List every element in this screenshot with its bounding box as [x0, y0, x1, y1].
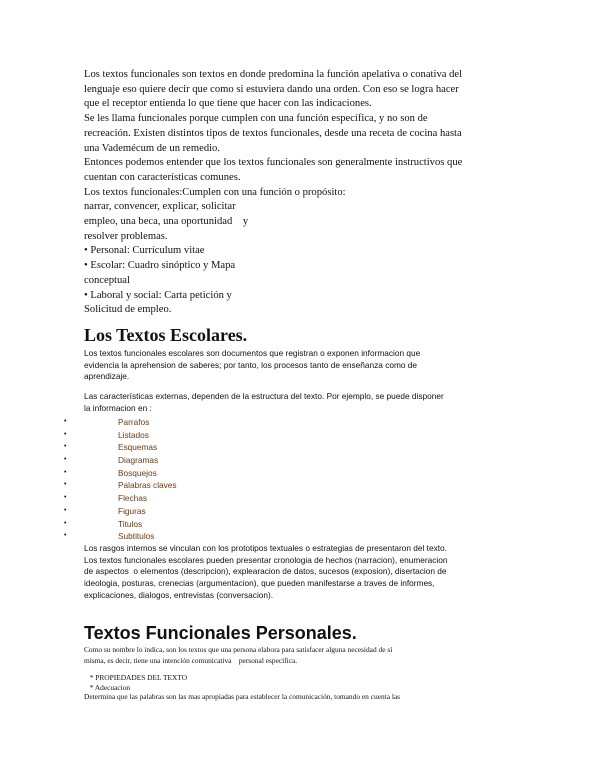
text-line: misma, es decir, tiene una intención comunicativa personal específica. [84, 656, 298, 665]
personales-paragraph-2 [86, 673, 526, 702]
bullet-icon: • [64, 430, 67, 438]
text-line: explicaciones, dialogos, entrevistas (conversacion). [84, 589, 274, 600]
text-line: Solicitud de empleo. [84, 304, 172, 316]
bullet-icon: • [64, 532, 67, 540]
text-line: evidencia la aprehension de saberes; por tanto, los procesos tanto de enseñanza como de [84, 359, 418, 370]
text-line: una Vademécum de un remedio. [84, 142, 221, 154]
text-line: Los rasgos internos se vinculan con los prototipos textuales o estrategias de presentaron del texto. [84, 543, 447, 553]
bullet-icon: • [64, 519, 67, 527]
text-line: lenguaje eso quiere decir que como si estuviera dando una orden. Con eso se logra hacer [84, 83, 459, 95]
bullet-icon: • [64, 418, 67, 425]
text-line: Determina que las palabras son las mas apropiadas para establecer la comunicación, tomando en cuenta las [84, 692, 401, 701]
bullet-icon: • [64, 456, 67, 464]
bullet-icon: • [64, 443, 67, 451]
text-line: Los textos funcionales escolares pueden presentar cronologia de hechos (narracion), enumeracion [84, 554, 448, 565]
text-line: Los textos funcionales escolares son documentos que registran o exponen informacion que [84, 348, 421, 358]
text-line: resolver problemas. [84, 230, 168, 242]
list-item-label: Subtitulos [118, 531, 155, 542]
text-line: Como su nombre lo indica, son los textos que una persona elabora para satisfacer alguna necesidad de sí [84, 645, 393, 654]
escolares-paragraph-3 [84, 543, 524, 602]
text-line: de aspectos o elementos (descripcion), explearacion de datos, sucesos (exposion), disertacion de [84, 566, 447, 577]
text-line: la informacion en : [84, 402, 152, 413]
bullet-icon: • [64, 481, 67, 489]
list-item-label: Titulos [118, 518, 143, 529]
text-line: Los textos funcionales:Cumplen con una función o propósito: [84, 186, 346, 198]
text-line: Entonces podemos entender que los textos funcionales son generalmente instructivos que [84, 157, 463, 169]
text-line: Las características externas, dependen de la estructura del texto. Por ejemplo, se puede disponer [84, 391, 444, 401]
bullet-icon: • [64, 494, 67, 502]
text-line: narrar, convencer, explicar, solicitar [84, 201, 236, 213]
list-item-label: Esquemas [118, 442, 158, 453]
intro-paragraph [84, 68, 524, 318]
list-item-label: Diagramas [118, 455, 159, 466]
list-item-label: Figuras [118, 505, 146, 516]
text-line: empleo, una beca, una oportunidad y [84, 216, 249, 228]
text-line: • Personal: Currículum vitae [84, 245, 205, 257]
section-heading-escolares: Los Textos Escolares. [84, 325, 248, 345]
text-line: Se les llama funcionales porque cumplen con una función específica, y no son de [84, 113, 428, 125]
bullet-icon: • [64, 506, 67, 514]
text-line: • Escolar: Cuadro sinóptico y Mapa [84, 260, 236, 272]
text-line: ideologia, posturas, crenecias (argumentacion), que pueden manifestarse a traves de informes, [84, 578, 435, 589]
text-line: * PROPIEDADES DEL TEXTO [86, 673, 188, 682]
escolares-paragraph-1 [84, 348, 524, 383]
text-line: Los textos funcionales son textos en donde predomina la función apelativa o conativa del [84, 69, 463, 80]
text-line: * Adecuacion [86, 682, 131, 692]
text-line: que el receptor entienda lo que tiene que hacer con las indicaciones. [84, 98, 372, 110]
text-line: recreación. Existen distintos tipos de textos funcionales, desde una receta de cocina hasta [84, 127, 462, 139]
list-item-label: Listados [118, 429, 149, 440]
bullet-icon: • [64, 468, 67, 476]
section-heading-personales: Textos Funcionales Personales. [84, 623, 357, 643]
personales-paragraph-1 [84, 644, 524, 666]
text-line: conceptual [84, 274, 130, 286]
text-line: cuentan con características comunes. [84, 171, 241, 183]
escolares-paragraph-2 [84, 391, 524, 414]
list-item-label: Palabras claves [118, 480, 177, 491]
text-line: aprendizaje. [84, 371, 130, 382]
list-item-label: Bosquejos [118, 467, 157, 478]
list-item-label: Parrafos [118, 417, 150, 427]
list-item-label: Flechas [118, 493, 148, 504]
text-line: • Laboral y social: Carta petición y [84, 289, 232, 301]
